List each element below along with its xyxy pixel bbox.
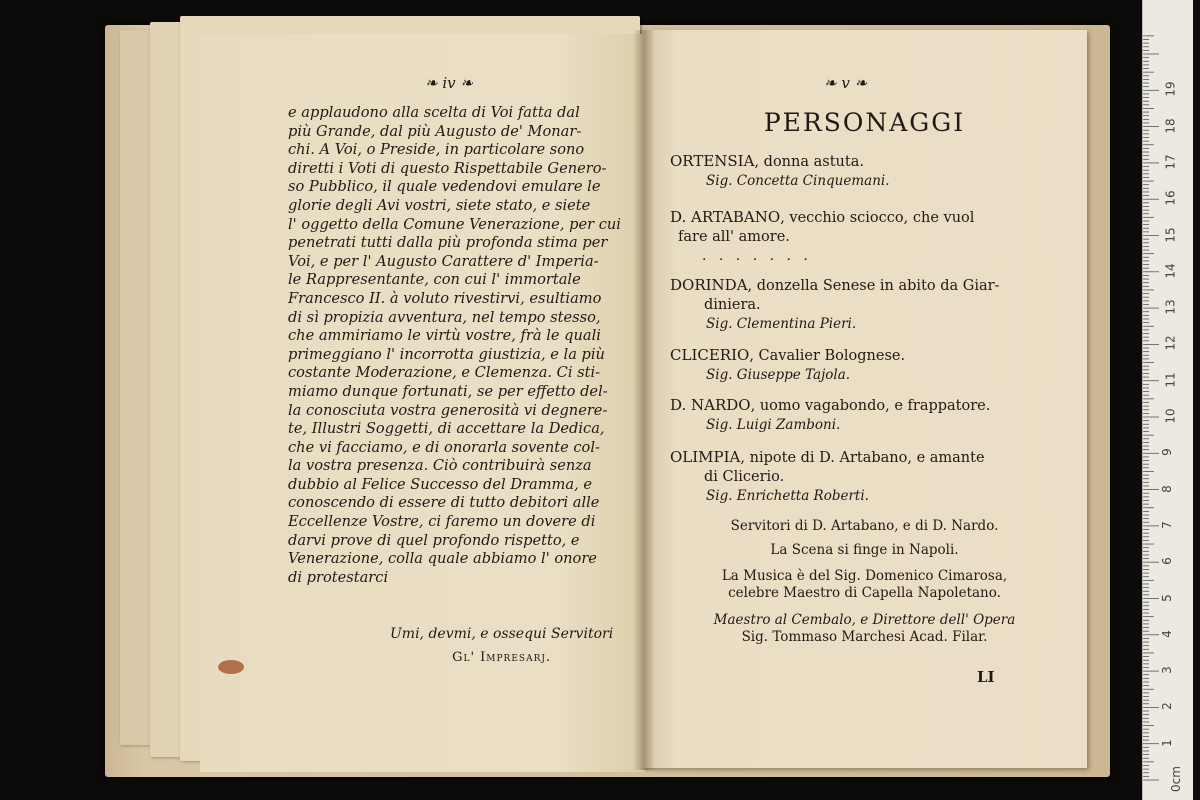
ruler-label: 12 — [1163, 335, 1178, 352]
character-name: OLIMPIA — [670, 448, 741, 466]
singer-name: Sig. Enrichetta Roberti. — [706, 488, 869, 504]
maestro-name: Sig. Tommaso Marchesi Acad. Filar. — [741, 629, 988, 645]
singer-name: Sig. Clementina Pieri. — [706, 316, 857, 332]
character-name: ORTENSIA — [670, 152, 755, 170]
letter-line: miamo dunque fortunati, se per effetto del- — [288, 382, 608, 400]
letter-line: costante Moderazione, e Clemenza. Ci sti- — [288, 364, 601, 382]
right-page — [642, 30, 1087, 768]
music-line: La Musica è del Sig. Domenico Cimarosa, — [721, 568, 1008, 584]
character-description: , nipote di D. Artabano, e amante — [740, 450, 985, 466]
character-description: diniera. — [704, 297, 761, 313]
ruler-label: 9 — [1159, 448, 1174, 457]
character-description: , uomo vagabondo, e frappatore. — [750, 398, 991, 414]
ruler-label: 19 — [1163, 81, 1178, 97]
ruler-label: 10 — [1163, 408, 1178, 424]
letter-line: penetrati tutti dalla più profonda stima per — [288, 234, 608, 252]
book-gutter — [633, 30, 655, 770]
letter-line: di protestarci — [288, 568, 389, 586]
letter-line: dubbio al Felice Successo del Dramma, e — [288, 475, 593, 493]
signer: Gl' Impresarj. — [452, 650, 552, 665]
character-description: , Cavalier Bolognese. — [749, 348, 906, 364]
measuring-ruler — [1142, 0, 1193, 800]
letter-line: primeggiano l' incorrotta giustizia, e la più — [288, 345, 605, 363]
ruler-label: 8 — [1159, 484, 1174, 493]
letter-line: chi. A Voi, o Preside, in particolare sono — [288, 141, 585, 159]
ink-stain — [218, 660, 244, 674]
ruler-label: 3 — [1159, 666, 1174, 674]
letter-line: le Rappresentante, con cui l' immortale — [288, 271, 581, 289]
character-entry — [670, 276, 999, 334]
ruler-label: 2 — [1159, 702, 1174, 711]
ruler-label: 16 — [1163, 190, 1178, 206]
letter-line: che ammiriamo le virtù vostre, frà le quali — [288, 327, 601, 345]
letter-line: Voi, e per l' Augusto Carattere d' Imperia- — [288, 252, 599, 270]
letter-line: so Pubblico, il quale vedendovi emulare le — [288, 178, 601, 196]
letter-line: diretti i Voti di questo Rispettabile Genero- — [288, 159, 607, 177]
ruler-label: 18 — [1163, 117, 1178, 134]
letter-line: Eccellenze Vostre, ci faremo un dovere di — [288, 513, 596, 531]
letter-line: la vostra presenza. Ciò contribuirà senza — [288, 457, 592, 475]
closing-salutation: Umi, devmi, e ossequi Servitori — [390, 626, 614, 642]
letter-line: conoscendo di essere di tutto debitori alle — [288, 494, 600, 512]
signature-mark: LI — [977, 668, 995, 686]
letter-line: più Grande, dal più Augusto de' Monar- — [288, 122, 582, 140]
letter-line: che vi facciamo, e di onorarla sovente col- — [288, 438, 600, 456]
character-description: , donna astuta. — [754, 154, 864, 170]
letter-line: la conosciuta vostra generosità vi degnere- — [288, 401, 608, 419]
closing-block — [390, 622, 613, 670]
character-name: D. ARTABANO — [670, 208, 781, 226]
ruler-label: 0cm — [1168, 766, 1183, 792]
page-title: PERSONAGGI — [763, 108, 966, 137]
page-number: ❧ iv ❧ — [425, 74, 473, 92]
ruler-label: 5 — [1159, 593, 1174, 602]
character-description: fare all' amore. — [678, 229, 790, 245]
character-name: CLICERIO — [670, 346, 750, 364]
character-entry — [670, 152, 890, 191]
scene-line: La Scena si finge in Napoli. — [770, 542, 959, 558]
character-name: D. NARDO — [670, 396, 751, 414]
character-entry — [670, 346, 905, 385]
character-entry — [670, 208, 974, 266]
singer-name: Sig. Giuseppe Tajola. — [706, 367, 851, 383]
ruler-label: 15 — [1163, 226, 1178, 243]
ruler-label: 6 — [1159, 557, 1174, 566]
ruler-label: 13 — [1163, 299, 1178, 315]
character-description: , vecchio sciocco, che vuol — [780, 210, 975, 226]
letter-line: di sì propizia avventura, nel tempo stesso, — [288, 308, 601, 326]
left-page — [200, 34, 645, 772]
ruler-label: 11 — [1163, 372, 1178, 388]
music-line: celebre Maestro di Capella Napoletano. — [728, 585, 1001, 601]
ruler-label: 1 — [1159, 738, 1174, 747]
letter-line: Venerazione, colla quale abbiamo l' onore — [288, 550, 597, 568]
letter-line: te, Illustri Soggetti, di accettare la Dedica, — [288, 420, 605, 438]
singer-name: . . . . . . . — [702, 248, 812, 264]
letter-line: l' oggetto della Comune Venerazione, per cui — [288, 215, 621, 233]
character-entry — [670, 396, 990, 435]
ruler-label: 14 — [1163, 263, 1178, 279]
character-name: DORINDA — [670, 276, 748, 294]
character-description: di Clicerio. — [704, 469, 785, 485]
ruler-label: 17 — [1163, 154, 1178, 170]
maestro-line: Maestro al Cembalo, e Direttore dell' Opera — [713, 612, 1016, 628]
singer-name: Sig. Concetta Cinquemani. — [706, 173, 890, 189]
letter-line: Francesco II. à voluto rivestirvi, esultiamo — [288, 289, 602, 307]
page-number: ❧ v ❧ — [824, 74, 868, 92]
character-entry — [670, 448, 985, 506]
singer-name: Sig. Luigi Zamboni. — [706, 417, 841, 433]
letter-line: glorie degli Avi vostri, siete stato, e siete — [288, 196, 591, 214]
letter-line: e applaudono alla scelta di Voi fatta dal — [288, 104, 580, 121]
ruler-label: 4 — [1159, 629, 1174, 638]
dedication-letter — [288, 104, 633, 587]
ruler-label: 7 — [1159, 521, 1174, 529]
character-description: , donzella Senese in abito da Giar- — [747, 278, 1000, 294]
servants-line: Servitori di D. Artabano, e di D. Nardo. — [730, 518, 999, 534]
letter-line: darvi prove di quel profondo rispetto, e — [288, 531, 580, 549]
